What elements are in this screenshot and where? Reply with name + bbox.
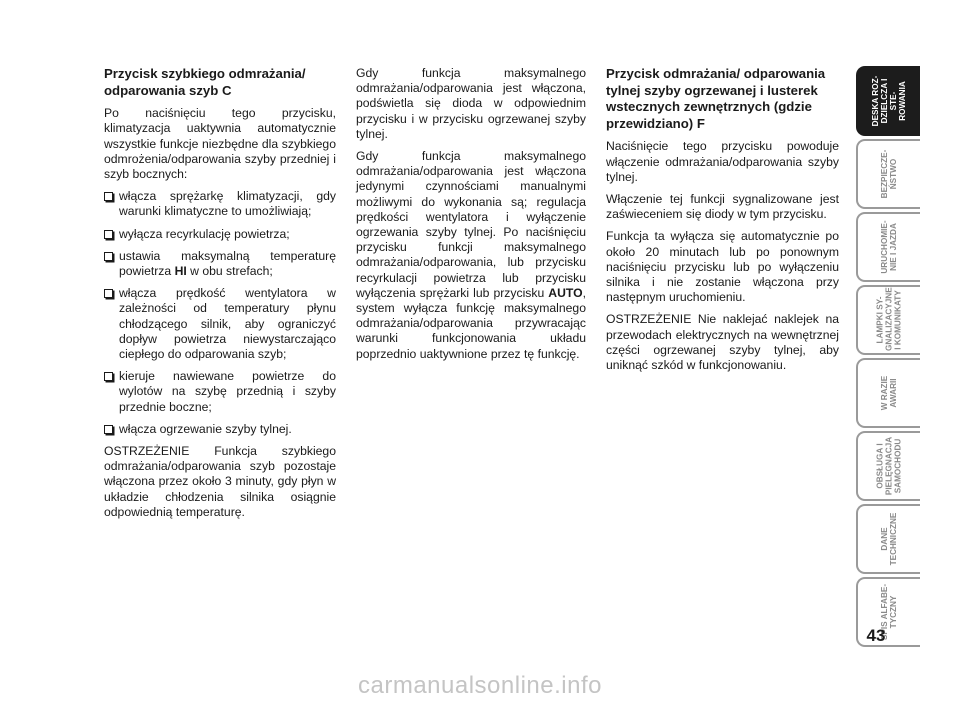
tab-uruchomienie[interactable]: URUCHOMIE- NIE I JAZDA xyxy=(856,212,920,282)
list-item: kieruje nawiewane powietrze do wylotów na szybę przednią i szyby przednie boczne; xyxy=(104,369,336,415)
paragraph: Funkcja ta wyłącza się automatycznie po około 20 minutach lub po ponownym naciśnięciu przycisku lub po wyłączeniu silnika i nie zostanie włączona przy następnym uruchomieniu. xyxy=(606,229,839,305)
checkbox-bullet-icon xyxy=(104,372,113,381)
column-left xyxy=(104,66,336,527)
tab-bezpieczenstwo[interactable]: BEZPIECZE- ŃSTWO xyxy=(856,139,920,209)
checkbox-bullet-icon xyxy=(104,425,113,434)
paragraph: Włączenie tej funkcji sygnalizowane jest zaświeceniem się diody w tym przycisku. xyxy=(606,191,839,222)
paragraph: Gdy funkcja maksymalnego odmrażania/odparowania jest włączona, podświetla się dioda w odpowiednim przycisku i w przycisku ogrzewanej szyby tylnej. xyxy=(356,66,586,141)
auto-label: AUTO xyxy=(548,285,583,300)
checkbox-bullet-icon xyxy=(104,192,113,201)
watermark: carmanualsonline.info xyxy=(358,672,602,699)
list-item: włącza sprężarkę klimatyzacji, gdy warunki klimatyczne to umożliwiają; xyxy=(104,189,336,219)
hi-label: HI xyxy=(174,264,187,279)
paragraph: Gdy funkcja maksymalnego odmrażania/odparowania jest włączona jedynymi czynnościami manualnymi możliwymi do wykonania są; regulacja prędkości wentylatora i wyłączenie ogrzewania szyby tylnej. Po naciśnięciu przycisku funkcji maksymalnego odmrażania/odparowania, lub przycisku recyrkulacji powietrza lub przycisku wyłączenia sprężarki lub przycisku AUTO, system wyłącza funkcję maksymalnego odmrażania/odparowania przywracając warunki funkcjonowania układu poprzednio uaktywnione przez tę funkcję. xyxy=(356,149,586,361)
tab-dane-techniczne[interactable]: DANE TECHNICZNE xyxy=(856,504,920,574)
page-number: 43 xyxy=(866,626,886,645)
tab-obsluga[interactable]: OBSŁUGA I PIELĘGNACJA SAMOCHODU xyxy=(856,431,920,501)
list-item: włącza prędkość wentylatora w zależności od temperatury płynu chłodzącego silnik, aby ograniczyć dopływ powietrza niewystarczająco ciepłego do odparowania szyb; xyxy=(104,286,336,362)
paragraph: Naciśnięcie tego przycisku powoduje włączenie odmrażania/odparowania szyby tylnej. xyxy=(606,139,839,184)
list-item: włącza ogrzewanie szyby tylnej. xyxy=(104,422,336,437)
column-middle xyxy=(356,66,586,369)
checkbox-bullet-icon xyxy=(104,252,113,261)
tab-w-razie-awarii[interactable]: W RAZIE AWARII xyxy=(856,358,920,428)
column-right xyxy=(606,66,839,380)
list-item: ustawia maksymalną temperaturę powietrza HI w obu strefach; xyxy=(104,249,336,279)
section-heading-rear-defrost-f: Przycisk odmrażania/ odparowania tylnej szyby ogrzewanej i lusterek wstecznych zewnętrznych (gdzie przewidziano) F xyxy=(606,66,826,131)
tab-spis-alfabetyczny[interactable]: SPIS ALFABE- TYCZNY xyxy=(856,577,920,647)
checkbox-bullet-icon xyxy=(104,230,113,239)
chapter-tabs xyxy=(856,66,920,650)
tab-deska-rozdzielcza[interactable]: DESKA ROZ- DZIELCZA I STE- ROWANIA xyxy=(856,66,920,136)
warning-paragraph: OSTRZEŻENIE Nie naklejać naklejek na przewodach elektrycznych na wewnętrznej części ogrzewanej szyby tylnej, aby uniknąć szkód w funkcjonowaniu. xyxy=(606,312,839,373)
paragraph: Po naciśnięciu tego przycisku, klimatyzacja uaktywnia automatycznie wszystkie funkcje niezbędne dla szybkiego odmrożenia/odparowania szyby przedniej i szyb bocznych: xyxy=(104,106,336,181)
checkbox-bullet-icon xyxy=(104,289,113,298)
warning-paragraph: OSTRZEŻENIE Funkcja szybkiego odmrażania/odparowania szyb pozostaje włączona przez około 3 minuty, gdy płyn w układzie chłodzenia silnika osiągnie odpowiednią temperaturę. xyxy=(104,444,336,519)
tab-lampki[interactable]: LAMPKI SY- GNALIZACYJNE I KOMUNIKATY xyxy=(856,285,920,355)
list-item: wyłącza recyrkulację powietrza; xyxy=(104,227,336,242)
section-heading-defrost-c: Przycisk szybkiego odmrażania/ odparowania szyb C xyxy=(104,66,306,98)
